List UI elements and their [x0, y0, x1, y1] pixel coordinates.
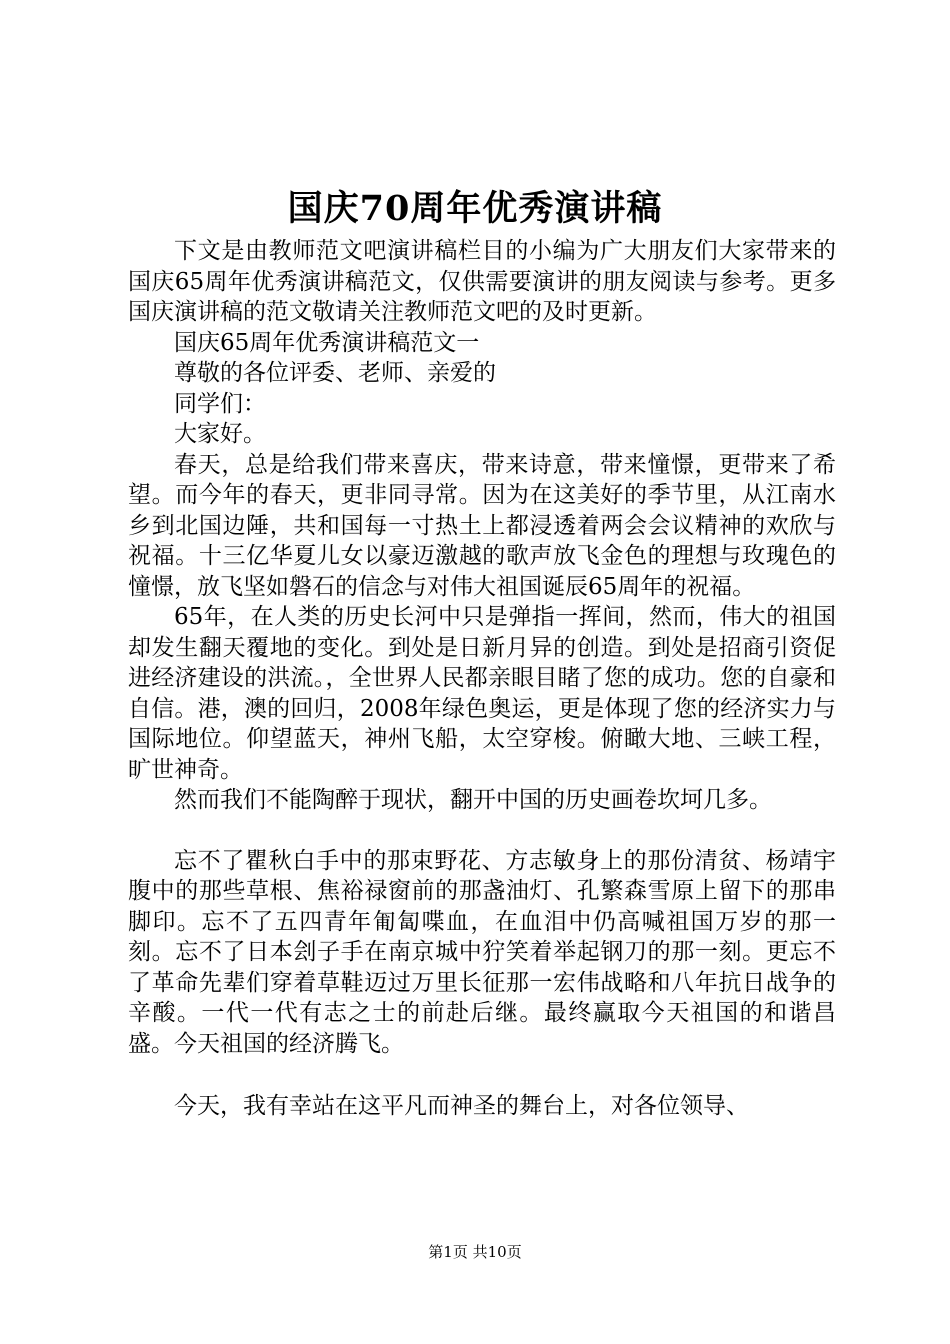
paragraph-intro: 下文是由教师范文吧演讲稿栏目的小编为广大朋友们大家带来的国庆65周年优秀演讲稿范文，仅供需要演讲的朋友阅读与参考。更多国庆演讲稿的范文敬请关注教师范文吧的及时更新。 [128, 238, 836, 325]
paragraph-greeting: 大家好。 [174, 421, 266, 447]
paragraph-salutation: 尊敬的各位评委、老师、亲爱的 [174, 360, 496, 386]
paragraph-remember: 忘不了瞿秋白手中的那束野花、方志敏身上的那份清贫、杨靖宇腹中的那些草根、焦裕禄窗前的那盏油灯、孔繁森雪原上留下的那串脚印。忘不了五四青年匍匐喋血，在血泪中仍高喊祖国万岁的那一刻。忘不了日本刽子手在南京城中狞笑着举起钢刀的那一刻。更忘不了革命先辈们穿着草鞋迈过万里长征那一宏伟战略和八年抗日战争的辛酸。一代一代有志之士的前赴后继。最终赢取今天祖国的和谐昌盛。今天祖国的经济腾飞。 [128, 847, 836, 1057]
page-number: 第1页 共10页 [428, 1243, 522, 1261]
paragraph-65-years: 65年，在人类的历史长河中只是弹指一挥间，然而，伟大的祖国却发生翻天覆地的变化。到处是日新月异的创造。到处是招商引资促进经济建设的洪流。，全世界人民都亲眼目睹了您的成功。您的自豪和自信。港，澳的回归，2008年绿色奥运，更是体现了您的经济实力与国际地位。仰望蓝天，神州飞船，太空穿梭。俯瞰大地、三峡工程，旷世神奇。 [128, 604, 836, 783]
paragraph-history: 然而我们不能陶醉于现状，翻开中国的历史画卷坎坷几多。 [174, 787, 772, 813]
document-body [128, 236, 836, 1122]
document-title: 国庆70周年优秀演讲稿 [287, 188, 663, 229]
paragraph-subtitle: 国庆65周年优秀演讲稿范文一 [174, 329, 480, 356]
paragraph-salutation-cont: 同学们： [174, 390, 266, 417]
paragraph-today: 今天，我有幸站在这平凡而神圣的舞台上，对各位领导、 [174, 1093, 749, 1119]
paragraph-spring: 春天，总是给我们带来喜庆，带来诗意，带来憧憬，更带来了希望。而今年的春天，更非同寻常。因为在这美好的季节里，从江南水乡到北国边陲，共和国每一寸热土上都浸透着两会会议精神的欢欣与祝福。十三亿华夏儿女以豪迈激越的歌声放飞金色的理想与玫瑰色的憧憬，放飞坚如磐石的信念与对伟大祖国诞辰65周年的祝福。 [128, 451, 836, 600]
